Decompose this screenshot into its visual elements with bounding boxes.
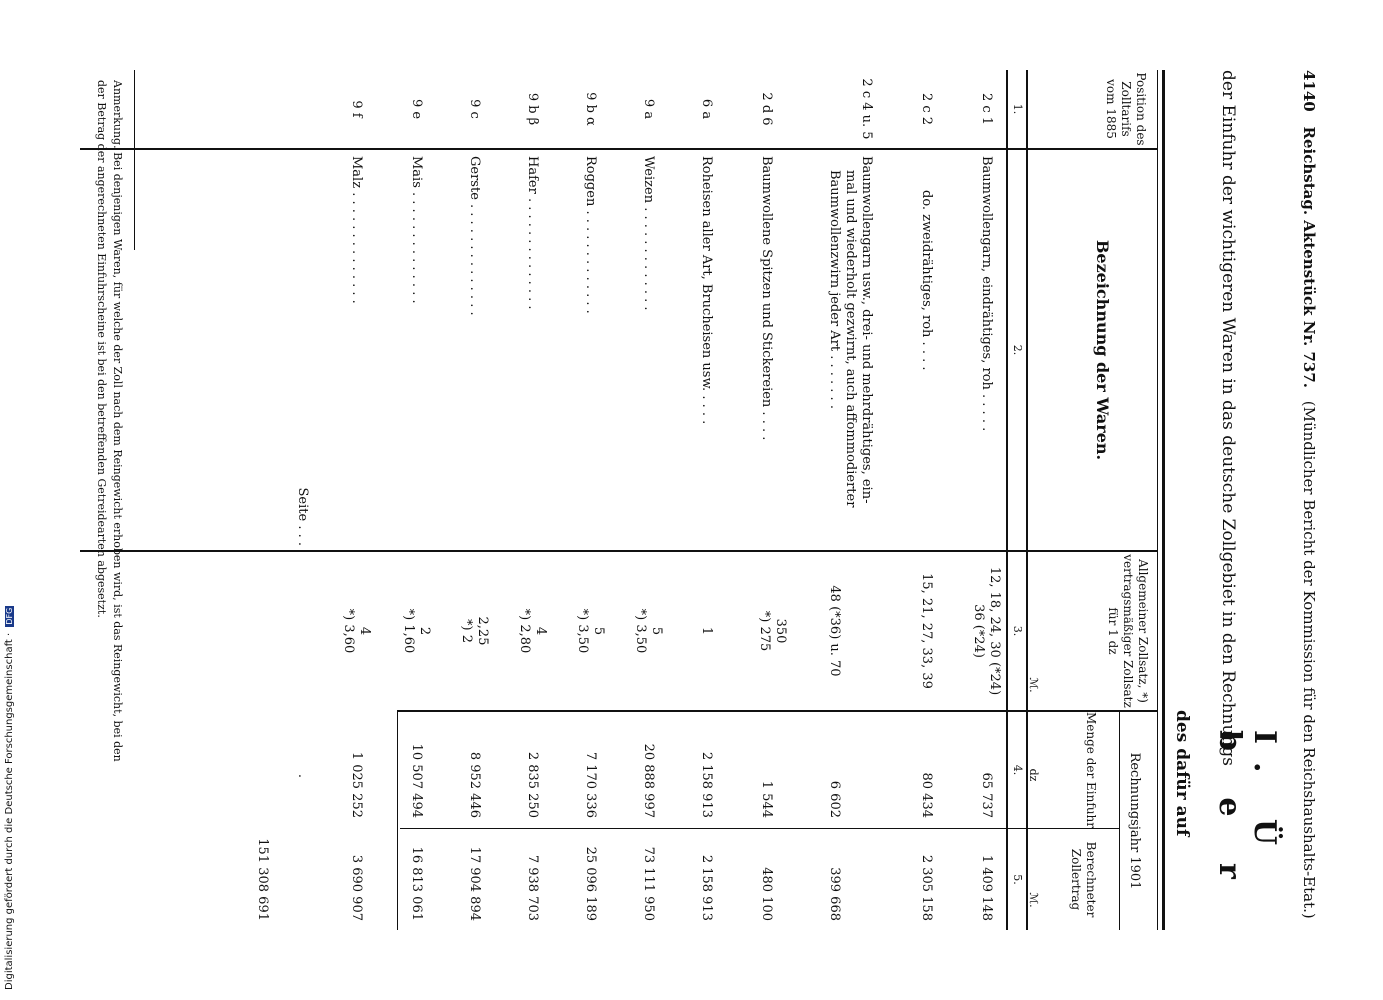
row-rate: 350 bbox=[773, 618, 788, 644]
table-top-rule-thin bbox=[1157, 70, 1158, 930]
col-header-description: Bezeichnung der Waren. bbox=[1093, 239, 1112, 461]
row-duty: 399 668 bbox=[827, 867, 842, 921]
row-duty: 25 096 189 bbox=[583, 846, 598, 921]
row-quantity: 20 888 997 bbox=[641, 743, 656, 818]
digitization-text: Digitalisierung gefördert durch die Deutsche Forschungsgemeinschaft bbox=[4, 639, 15, 990]
row-rate-secondary: *) 3,60 bbox=[341, 608, 356, 654]
row-quantity: 65 737 bbox=[979, 772, 994, 818]
col-number-1: 1. bbox=[1011, 103, 1024, 115]
col-header-duty: Berechneter Zollertrag bbox=[1069, 841, 1098, 918]
colnum-bottom-rule bbox=[1006, 70, 1008, 930]
row-description-line-3: Baumwollenzwirn jeder Art . . . . . . . bbox=[827, 170, 842, 409]
row-position: 2 d 6 bbox=[759, 92, 774, 126]
rotated-page bbox=[80, 70, 1320, 930]
row-quantity: 80 434 bbox=[919, 772, 934, 818]
row-position: 9 c bbox=[467, 99, 482, 119]
row-quantity: 1 025 252 bbox=[349, 751, 364, 818]
row-quantity: 2 158 913 bbox=[699, 751, 714, 818]
row-position: 9 b β bbox=[525, 92, 540, 126]
col-number-5: 5. bbox=[1011, 874, 1024, 885]
unit-duty: ℳ. bbox=[1027, 892, 1040, 908]
col-divider-3 bbox=[398, 710, 1158, 712]
footnote-line-2: der Betrag der angerechneten Einfuhrscheine ist bei den betreffenden Getreidearten abgesetzt. bbox=[95, 80, 108, 618]
row-rate-secondary: *) 275 bbox=[757, 610, 772, 652]
row-rate-secondary: *) 1,60 bbox=[401, 608, 416, 654]
group-header-rule bbox=[1119, 710, 1120, 930]
unit-rate: ℳ. bbox=[1027, 677, 1040, 693]
section-heading: I. Ü b e r bbox=[1212, 730, 1282, 897]
col-number-4: 4. bbox=[1011, 764, 1024, 776]
row-position: 2 c 2 bbox=[919, 92, 934, 126]
row-description: Roggen . . . . . . . . . . . . . bbox=[583, 156, 598, 314]
table-top-rule bbox=[1162, 70, 1165, 930]
row-position: 9 a bbox=[641, 98, 656, 120]
row-quantity: 6 602 bbox=[827, 780, 842, 818]
row-position: 9 e bbox=[409, 98, 424, 120]
row-duty: 1 409 148 bbox=[979, 854, 994, 921]
note-separator bbox=[134, 70, 135, 250]
unit-quantity: dz bbox=[1027, 768, 1040, 782]
row-quantity: 7 170 336 bbox=[583, 751, 598, 818]
row-description: Gerste . . . . . . . . . . . . . . bbox=[467, 156, 482, 316]
row-duty: 73 111 950 bbox=[641, 846, 656, 921]
col-header-rate: Allgemeiner Zollsatz, *) vertragsmäßiger Zollsatz für 1 dz bbox=[1106, 554, 1150, 708]
row-rate-secondary: *) 3,50 bbox=[633, 608, 648, 654]
col-number-2: 2. bbox=[1011, 344, 1024, 356]
row-rate-secondary: 36 (*24) bbox=[971, 604, 986, 658]
total-quantity: . bbox=[295, 773, 310, 778]
col-number-3: 3. bbox=[1011, 625, 1024, 637]
row-rate-secondary: *) 2 bbox=[459, 619, 474, 643]
row-quantity: 8 952 446 bbox=[467, 751, 482, 818]
page-number: 4140 bbox=[1300, 70, 1318, 112]
header-right: (Mündlicher Bericht der Kommission für den Reichshaushalts-Etat.) bbox=[1300, 400, 1318, 919]
row-rate: 2,25 bbox=[475, 616, 490, 646]
total-label: Seite . . . bbox=[295, 487, 310, 546]
digitization-note: Digitalisierung gefördert durch die Deutsche Forschungsgemeinschaft · DFG bbox=[4, 607, 15, 990]
row-quantity: 1 544 bbox=[759, 780, 774, 818]
running-header bbox=[1300, 70, 1318, 930]
row-quantity: 2 835 250 bbox=[525, 751, 540, 818]
row-description: Roheisen aller Art, Brucheisen usw. . . . . bbox=[699, 156, 714, 425]
row-rate: 48 (*36) u. 70 bbox=[827, 585, 842, 677]
row-rate-secondary: *) 2,80 bbox=[517, 608, 532, 654]
row-description: Baumwollene Spitzen und Stickereien . . . . bbox=[759, 156, 774, 441]
row-duty: 2 158 913 bbox=[699, 854, 714, 921]
col-divider-1 bbox=[80, 148, 1158, 150]
row-position: 2 c 1 bbox=[979, 92, 994, 126]
row-description: Hafer . . . . . . . . . . . . . . bbox=[525, 156, 540, 310]
row-position: 9 f bbox=[349, 100, 364, 118]
col-header-position: Position des Zolltarifs vom 1885 bbox=[1104, 72, 1148, 146]
row-duty: 3 690 907 bbox=[349, 854, 364, 921]
row-rate: 15, 21, 27, 33, 39 bbox=[919, 573, 934, 689]
title-line-2: des dafür auf bbox=[1172, 710, 1192, 837]
row-position: 6 a bbox=[699, 98, 714, 120]
row-description: Malz . . . . . . . . . . . . . . bbox=[349, 156, 364, 304]
total-duty: 151 308 691 bbox=[255, 838, 270, 921]
row-description-line-2: mal und wiederholt gezwirnt, auch affommodierter bbox=[843, 170, 858, 508]
header-left: Reichstag. Aktenstück Nr. 737. bbox=[1300, 126, 1318, 388]
row-description: Baumwollengarn, eindrähtiges, roh . . . . . bbox=[979, 156, 994, 432]
title-line-1: der Einfuhr der wichtigeren Waren in das deutsche Zollgebiet in den Rechnungs bbox=[1218, 70, 1238, 767]
row-rate: 1 bbox=[699, 626, 714, 636]
row-duty: 2 305 158 bbox=[919, 854, 934, 921]
row-quantity: 10 507 494 bbox=[409, 743, 424, 818]
row-position: 9 b α bbox=[583, 92, 598, 126]
group-header-year: Rechnungsjahr 1901 bbox=[1127, 752, 1142, 890]
row-rate: 4 bbox=[357, 626, 372, 636]
row-rate: 5 bbox=[591, 626, 606, 636]
row-description: Baumwollengarn usw., drei- und mehrdrähtiges, ein- bbox=[859, 156, 874, 504]
footnote-line-1: Anmerkung. Bei denjenigen Waren, für welche der Zoll nach dem Reingewicht erhoben wird, ist das Reingewicht, bei den bbox=[111, 80, 124, 762]
row-rate: 12, 18, 24, 30 (*24) bbox=[987, 566, 1002, 696]
dfg-logo: DFG bbox=[5, 607, 14, 625]
row-description: do. zweidrähtiges, roh . . . . bbox=[919, 190, 934, 371]
total-rule bbox=[397, 710, 398, 930]
row-duty: 16 813 061 bbox=[409, 846, 424, 921]
row-duty: 480 100 bbox=[759, 867, 774, 921]
row-position: 2 c 4 u. 5 bbox=[859, 78, 874, 140]
row-description: Mais . . . . . . . . . . . . . . bbox=[409, 156, 424, 304]
col-header-quantity: Menge der Einfuhr bbox=[1084, 712, 1098, 829]
row-rate: 2 bbox=[417, 626, 432, 636]
row-description: Weizen . . . . . . . . . . . . . bbox=[641, 156, 656, 311]
row-rate: 4 bbox=[533, 626, 548, 636]
row-duty: 7 938 703 bbox=[525, 854, 540, 921]
row-duty: 17 904 894 bbox=[467, 846, 482, 921]
row-rate: 5 bbox=[649, 626, 664, 636]
row-rate-secondary: *) 3,50 bbox=[575, 608, 590, 654]
header-bottom-rule bbox=[1026, 70, 1028, 930]
